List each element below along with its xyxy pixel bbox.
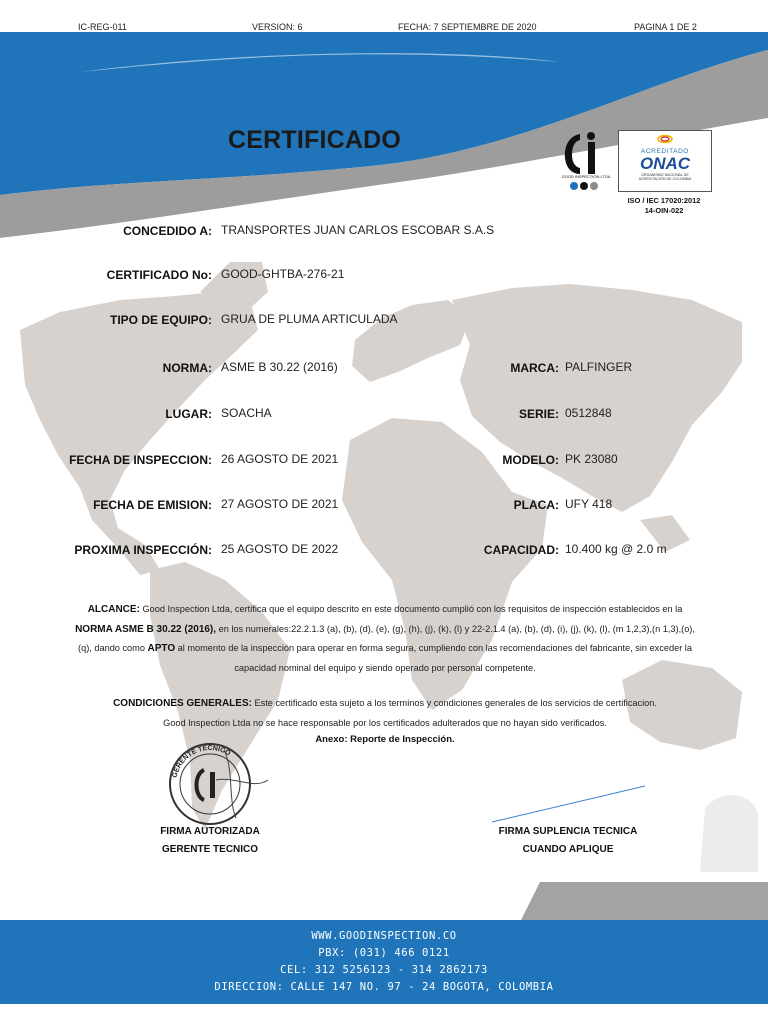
stamp-text: GERENTE TECNICO xyxy=(171,744,232,779)
concedido-label: CONCEDIDO A: xyxy=(123,224,212,238)
technical-manager-stamp xyxy=(164,740,276,826)
footer-website[interactable]: WWW.GOODINSPECTION.CO xyxy=(311,930,457,942)
document-header xyxy=(0,0,768,34)
document-date: FECHA: 7 SEPTIEMBRE DE 2020 xyxy=(398,22,537,32)
concedido-value: TRANSPORTES JUAN CARLOS ESCOBAR S.A.S xyxy=(221,223,495,237)
proxima-inspeccion-label: PROXIMA INSPECCIÓN: xyxy=(74,543,212,557)
capacidad-value: 10.400 kg @ 2.0 m xyxy=(565,542,667,556)
modelo-value: PK 23080 xyxy=(565,452,618,466)
norma-value: ASME B 30.22 (2016) xyxy=(221,360,338,374)
placa-value: UFY 418 xyxy=(565,497,613,511)
onac-name: ONAC xyxy=(639,154,691,173)
cuando-aplique-label: CUANDO APLIQUE xyxy=(522,844,614,855)
footer-cel: CEL: 312 5256123 - 314 2862173 xyxy=(280,964,488,976)
watermark-logo xyxy=(700,795,758,872)
alcance-paragraph xyxy=(72,600,698,677)
onac-accredited-text: ACREDITADO xyxy=(640,148,690,155)
company-logo-caption: GOOD INSPECTION LTDA xyxy=(561,174,611,179)
alcance-text-3: al momento de la inspección para operar en forma segura, cumpliendo con las recomendaciones del fabricante, sin exceder la capacidad nominal del equipo y siendo operado por personal competente. xyxy=(177,643,692,673)
onac-sub2: ACREDITACIÓN DE COLOMBIA xyxy=(638,177,692,181)
gerente-tecnico-label: GERENTE TECNICO xyxy=(161,844,259,855)
signature-line-right xyxy=(492,786,645,822)
document-code: IC-REG-011 xyxy=(78,22,127,32)
marca-value: PALFINGER xyxy=(565,360,633,374)
stamp-seal-icon xyxy=(164,740,276,826)
condiciones-text-2: Good Inspection Ltda no se hace responsable por los certificados adulterados que no hayan sido verificados. xyxy=(163,717,607,728)
alcance-text-1: Good Inspection Ltda, certifica que el equipo descrito en este documento cumplió con los requisitos de inspección establecidos en la xyxy=(142,604,683,614)
footer-gray-band xyxy=(520,882,768,922)
lugar-value: SOACHA xyxy=(221,406,272,420)
anexo-text: Anexo: Reporte de Inspección. xyxy=(315,734,455,745)
lugar-label: LUGAR: xyxy=(165,407,212,421)
tipo-equipo-label: TIPO DE EQUIPO: xyxy=(109,313,212,327)
onac-logo xyxy=(618,130,712,192)
iso-standard: ISO / IEC 17020:2012 xyxy=(627,196,701,205)
company-logo-icon xyxy=(560,128,612,194)
marca-label: MARCA: xyxy=(510,361,559,375)
tipo-equipo-value: GRUA DE PLUMA ARTICULADA xyxy=(221,312,398,326)
certificado-value: GOOD-GHTBA-276-21 xyxy=(221,267,345,281)
serie-label: SERIE: xyxy=(518,407,559,421)
norma-label: NORMA: xyxy=(162,361,212,375)
condiciones-paragraph xyxy=(72,694,698,732)
condiciones-text-1: Este certificado esta sujeto a los terminos y condiciones generales de los servicios de certificacion. xyxy=(254,698,657,708)
modelo-label: MODELO: xyxy=(502,453,559,467)
alcance-norma: NORMA ASME B 30.22 (2016), xyxy=(75,623,217,635)
proxima-inspeccion-value: 25 AGOSTO DE 2022 xyxy=(221,542,339,556)
fecha-emision-label: FECHA DE EMISION: xyxy=(93,498,212,512)
footer-pbx: PBX: (031) 466 0121 xyxy=(318,947,450,959)
alcance-apto: APTO xyxy=(147,643,176,654)
document-version: VERSION: 6 xyxy=(252,22,303,32)
footer-address: DIRECCION: CALLE 147 NO. 97 - 24 BOGOTA, COLOMBIA xyxy=(214,981,554,993)
fecha-inspeccion-label: FECHA DE INSPECCION: xyxy=(69,453,212,467)
firma-suplencia-label: FIRMA SUPLENCIA TECNICA xyxy=(498,826,638,837)
onac-sub1: ORGANISMO NACIONAL DE xyxy=(641,173,689,177)
page-number: PAGINA 1 DE 2 xyxy=(634,22,697,32)
condiciones-label: CONDICIONES GENERALES: xyxy=(113,698,252,709)
certificate-title: CERTIFICADO xyxy=(228,126,402,154)
onac-seal-icon xyxy=(655,134,675,144)
company-logo xyxy=(560,128,612,194)
firma-autorizada-label: FIRMA AUTORIZADA xyxy=(160,826,260,837)
placa-label: PLACA: xyxy=(513,498,559,512)
serie-value: 0512848 xyxy=(565,406,612,420)
certificado-label: CERTIFICADO No: xyxy=(106,268,212,282)
footer xyxy=(0,922,768,1002)
alcance-text-2: en los numerales:22.2.1.3 (a), (b), (d), (e), (g), (h), (j), (k), (l) y 22-2.1.4 (a), (b), (d), (i), (j), (k), (l), (m 1,2,3),(n 1,3),(o), (q), dando como xyxy=(78,623,695,653)
alcance-label: ALCANCE: xyxy=(87,604,140,615)
fecha-inspeccion-value: 26 AGOSTO DE 2021 xyxy=(221,452,339,466)
accreditation-code: 14-OIN-022 xyxy=(644,206,684,215)
fecha-emision-value: 27 AGOSTO DE 2021 xyxy=(221,497,339,511)
capacidad-label: CAPACIDAD: xyxy=(483,543,559,557)
